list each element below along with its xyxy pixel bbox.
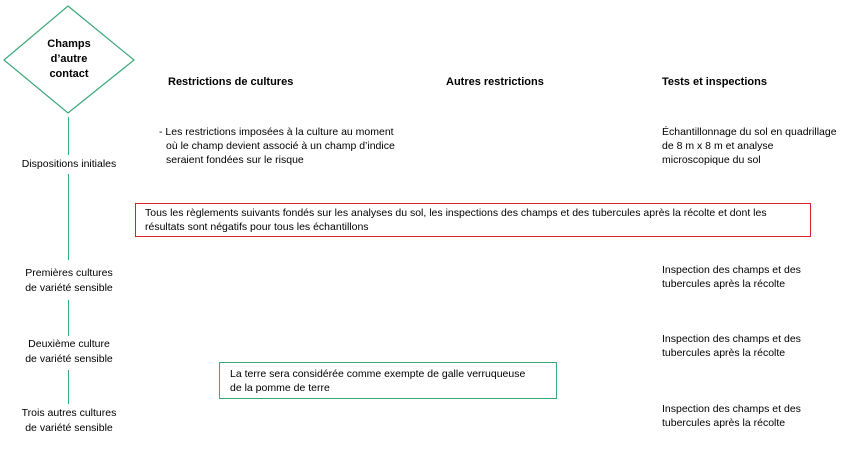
stage-second-line2: de variété sensible <box>25 353 113 365</box>
regulation-note-line1: Tous les règlements suivants fondés sur les analyses du sol, les inspections des champs et des tubercules après la récolte et dont les <box>145 207 767 219</box>
initial-test <box>662 125 857 167</box>
initial-test-line2: de 8 m x 8 m et analyse <box>662 140 774 152</box>
second-inspection-line2: tubercules après la récolte <box>662 347 786 359</box>
stage-initial-label: Dispositions initiales <box>21 158 117 170</box>
first-inspection <box>662 263 857 291</box>
stage-first-line1: Premières cultures <box>25 267 113 279</box>
regulation-note-box <box>135 203 811 237</box>
stage-first-crops <box>14 266 124 296</box>
stage-third-crops <box>14 406 124 436</box>
initial-crop-restriction-line3: seraient fondées sur le risque <box>166 154 304 166</box>
second-inspection <box>662 332 857 360</box>
exemption-note-line1: La terre sera considérée comme exempte de galle verruqueuse <box>230 368 526 380</box>
diamond-label-line2: d’autre <box>50 53 88 65</box>
stage-second-crop <box>14 337 124 367</box>
stage-third-line2: de variété sensible <box>25 422 113 434</box>
connector-line <box>68 300 69 336</box>
connector-line <box>68 117 69 155</box>
regulation-note-line2: résultats sont négatifs pour tous les échantillons <box>145 221 369 233</box>
third-inspection-line1: Inspection des champs et des <box>662 403 801 415</box>
initial-crop-restriction-line1: - Les restrictions imposées à la culture au moment <box>159 126 394 138</box>
stage-first-line2: de variété sensible <box>25 282 113 294</box>
diamond-label <box>38 37 100 82</box>
header-other-restrictions: Autres restrictions <box>446 76 544 88</box>
header-tests-inspections: Tests et inspections <box>662 76 767 88</box>
stage-second-line1: Deuxième culture <box>28 338 110 350</box>
connector-line <box>68 370 69 404</box>
stage-third-line1: Trois autres cultures <box>21 407 117 419</box>
diamond-label-line1: Champs <box>47 38 91 50</box>
connector-line <box>68 174 69 260</box>
first-inspection-line1: Inspection des champs et des <box>662 264 801 276</box>
initial-crop-restriction-line2: où le champ devient associé à un champ d’indice <box>166 140 395 152</box>
exemption-note-box <box>219 362 557 399</box>
initial-crop-restriction <box>159 125 419 167</box>
first-inspection-line2: tubercules après la récolte <box>662 278 786 290</box>
stage-initial <box>14 157 124 172</box>
diamond-label-line3: contact <box>49 68 89 80</box>
initial-test-line1: Échantillonnage du sol en quadrillage <box>662 126 837 138</box>
second-inspection-line1: Inspection des champs et des <box>662 333 801 345</box>
third-inspection <box>662 402 857 430</box>
third-inspection-line2: tubercules après la récolte <box>662 417 786 429</box>
exemption-note-line2: de la pomme de terre <box>230 382 330 394</box>
initial-test-line3: microscopique du sol <box>662 154 761 166</box>
header-crop-restrictions: Restrictions de cultures <box>168 76 294 88</box>
